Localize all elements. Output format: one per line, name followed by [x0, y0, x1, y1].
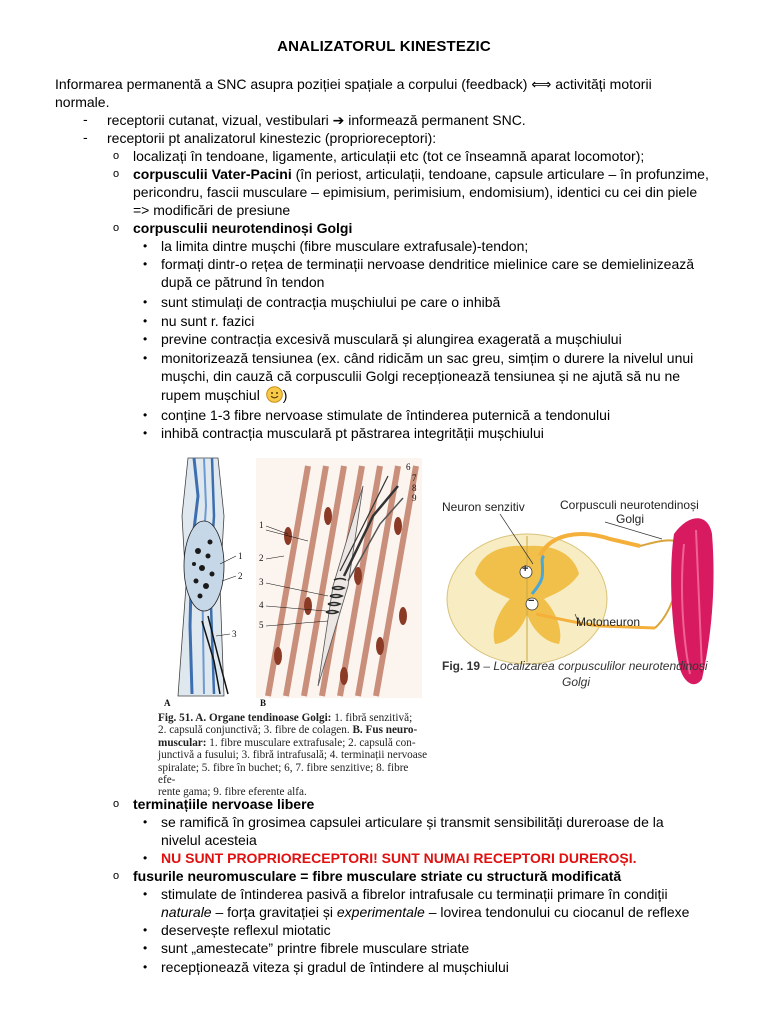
panel-a-label: A [164, 698, 171, 708]
figure-19-caption [442, 659, 707, 673]
plus-sign: + [522, 563, 529, 575]
circle-bullet: o [113, 150, 120, 162]
minus-sign: − [528, 595, 535, 607]
caption-51-title: B. Fus neuro- [349, 724, 418, 737]
panel-b-number: 9 [412, 493, 417, 503]
panel-b-number: 7 [412, 473, 417, 483]
golgi-bullet-7: conține 1-3 fibre nervoase stimulate de întinderea puternică a tendonului [161, 407, 611, 423]
figure-51-caption [158, 712, 428, 799]
panel-b-number: 2 [259, 553, 264, 563]
dot-bullet: • [143, 960, 148, 974]
caption-19-text: – Localizarea corpusculilor neurotendinoși [480, 659, 708, 673]
golgi-bullet-5: previne contracția excesivă musculară și alungirea exagerată a mușchiului [161, 331, 622, 347]
circle-bullet: o [113, 798, 120, 810]
dot-bullet: • [143, 851, 148, 865]
terminatii-warning: NU SUNT PROPRIORECEPTORI! SUNT NUMAI RECEPTORI DUREROȘI. [161, 850, 637, 866]
dash-bullet: - [83, 111, 88, 127]
caption-51-text: junctivă a fusului; 3. fibră intrafusală; 4. terminații nervoase [158, 749, 428, 762]
circle-bullet: o [113, 870, 120, 882]
dash-item-proprioreceptori: receptorii pt analizatorul kinestezic (proprioreceptori): [107, 130, 437, 146]
corpusculi-label: Corpusculi neurotendinoși [560, 498, 699, 512]
neuron-senzitiv-label: Neuron senzitiv [442, 500, 525, 514]
dot-bullet: • [143, 332, 148, 346]
caption-51-text: spiralate; 5. fibre în buchet; 6, 7. fibre senzitive; 8. fibre efe- [158, 761, 409, 787]
panel-b-number: 4 [259, 600, 264, 610]
smiley-emoji-icon [266, 386, 283, 407]
golgi-bullet-2: formați dintr-o rețea de terminații nervoase dendritice mielinice care se demielinizează [161, 256, 695, 272]
terminatii-bullet-1: se ramifică în grosimea capsulei articulare și transmit sensibilități dureroase de la [161, 814, 664, 830]
panel-a-number: 2 [238, 571, 243, 581]
circle-bullet: o [113, 168, 120, 180]
dot-bullet: • [143, 426, 148, 440]
figure-51-illustration [158, 456, 424, 708]
circle-bullet: o [113, 222, 120, 234]
dash-bullet: - [83, 129, 88, 145]
dot-bullet: • [143, 815, 148, 829]
vater-pacini-line-3: => modificări de presiune [133, 202, 291, 218]
golgi-bullet-3: sunt stimulați de contracția mușchiului pe care o inhibă [161, 294, 501, 310]
item-localizati: localizați în tendoane, ligamente, articulații etc (tot ce înseamnă aparat locomotor); [133, 148, 645, 164]
item-vater-pacini [133, 165, 709, 183]
caption-19-title: Fig. 19 [442, 659, 481, 673]
fusuri-natural: naturale [161, 904, 212, 920]
intro-line-1: Informarea permanentă a SNC asupra poziției spațiale a corpului (feedback) ⟺ activități motorii [55, 76, 652, 92]
vater-pacini-line-2: pericondru, fascii musculare – epimisium, perimisium, endomisium), identici cu cei din piele [133, 184, 698, 200]
dot-bullet: • [143, 887, 148, 901]
vater-pacini-heading: corpusculii Vater-Pacini [133, 166, 292, 182]
dot-bullet: • [143, 923, 148, 937]
fusuri-bullet-4: recepționează viteza și gradul de întindere al mușchiului [161, 959, 509, 975]
panel-b-number: 6 [406, 462, 411, 472]
item-fusuri-heading: fusurile neuromusculare = fibre musculare striate cu structură modificată [133, 868, 622, 884]
caption-51-title: muscular: [158, 736, 207, 749]
figure-19-caption-line-2: Golgi [562, 675, 591, 689]
page-title: ANALIZATORUL KINESTEZIC [277, 38, 491, 55]
caption-51-title: Fig. 51. A. Organe tendinoase Golgi: [158, 712, 332, 724]
panel-b-number: 8 [412, 483, 417, 493]
panel-b-number: 3 [259, 577, 264, 587]
fusuri-end: – lovirea tendonului cu ciocanul de reflexe [424, 904, 690, 920]
caption-51-text: 1. fibre musculare extrafusale; 2. capsulă con- [206, 736, 416, 749]
item-golgi-heading: corpusculii neurotendinoși Golgi [133, 220, 353, 236]
dot-bullet: • [143, 941, 148, 955]
item-terminatii-heading: terminațiile nervoase libere [133, 796, 315, 812]
golgi-bullet-6: monitorizează tensiunea (ex. când ridicăm un sac greu, simțim o durere la nivelul unui [161, 350, 694, 366]
fusuri-experimental: experimentale [336, 904, 425, 920]
panel-b-number: 5 [259, 620, 264, 630]
golgi-bullet-6-text: rupem mușchiul [161, 387, 260, 403]
fusuri-bullet-1-cont [161, 903, 689, 921]
fusuri-bullet-2: deservește reflexul miotatic [161, 922, 331, 938]
terminatii-bullet-1-cont: nivelul acesteia [161, 832, 257, 848]
dot-bullet: • [143, 239, 148, 253]
motoneuron-label: Motoneuron [576, 615, 641, 629]
intro-line-2: normale. [55, 94, 110, 110]
golgi-bullet-6-cont: mușchi, din cauză că corpusculii Golgi recepționează tensiunea și ne ajută să nu ne [161, 368, 681, 384]
panel-b-number: 1 [259, 520, 264, 530]
fusuri-bullet-3: sunt „amestecate” printre fibrele musculare striate [161, 940, 470, 956]
golgi-label: Golgi [616, 512, 645, 526]
dot-bullet: • [143, 351, 148, 365]
dot-bullet: • [143, 295, 148, 309]
panel-a-number: 1 [238, 551, 243, 561]
dash-item-receptori-cutanat: receptorii cutanat, vizual, vestibulari ➔ informează permanent SNC. [107, 112, 526, 128]
dot-bullet: • [143, 314, 148, 328]
golgi-bullet-6-end [161, 386, 287, 407]
golgi-bullet-4: nu sunt r. fazici [161, 313, 255, 329]
caption-51-text: rente gama; 9. fibre eferente alfa. [158, 786, 307, 799]
panel-a-number: 3 [232, 629, 237, 639]
fusuri-mid: – forța gravitației și [211, 904, 337, 920]
dot-bullet: • [143, 257, 148, 271]
dot-bullet: • [143, 408, 148, 422]
golgi-bullet-8: inhibă contracția musculară pt păstrarea integrității mușchiului [161, 425, 544, 441]
caption-51-text: 2. capsulă conjunctivă; 3. fibre de colagen. [158, 724, 350, 737]
panel-b-label: B [260, 698, 267, 708]
golgi-bullet-1: la limita dintre mușchi (fibre musculare extrafusale)-tendon; [161, 238, 529, 254]
golgi-bullet-6-paren: ) [282, 387, 288, 403]
fusuri-bullet-1: stimulate de întinderea pasivă a fibrelor intrafusale cu terminații primare în condiții [161, 886, 668, 902]
golgi-bullet-2-cont: după ce pătrund în tendon [161, 274, 325, 290]
vater-pacini-text: (în periost, articulații, tendoane, capsule articulare – în profunzime, [291, 166, 709, 182]
golgi-tendon-and-muscle-spindle-drawing [158, 456, 424, 704]
caption-51-text: 1. fibră senzitivă; [331, 712, 413, 724]
